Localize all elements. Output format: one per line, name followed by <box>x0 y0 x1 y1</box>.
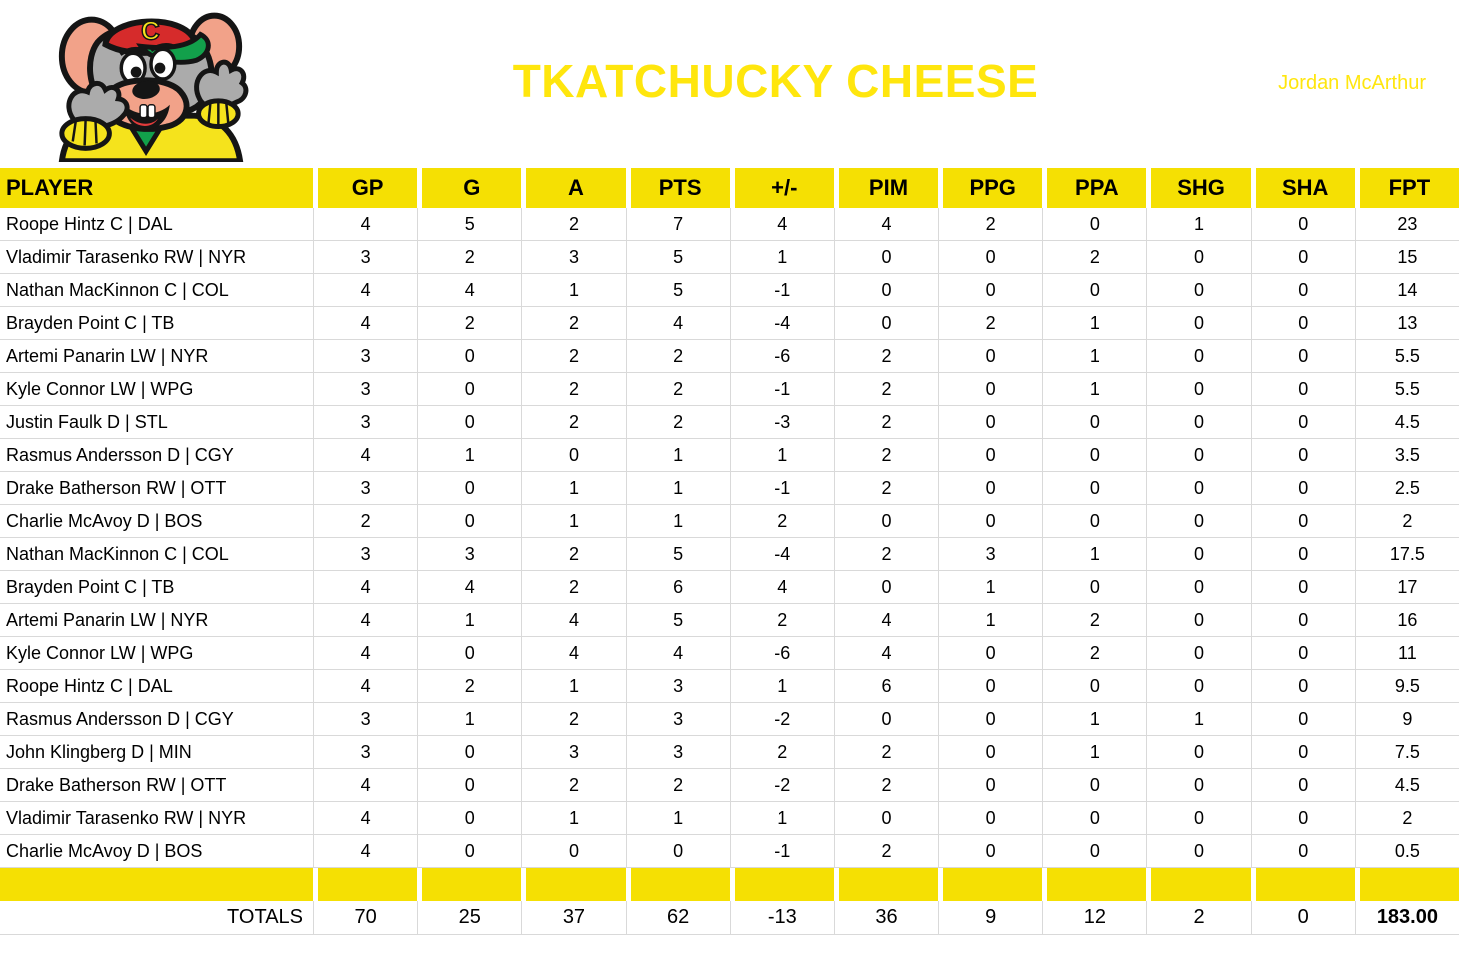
g-cell[interactable]: 0 <box>417 835 521 868</box>
pim-cell[interactable]: 2 <box>834 835 938 868</box>
g-cell[interactable]: 5 <box>417 208 521 241</box>
total-ppa-cell[interactable]: 12 <box>1042 901 1146 935</box>
plus-minus-cell[interactable]: -6 <box>730 637 834 670</box>
sha-cell[interactable]: 0 <box>1251 406 1355 439</box>
pim-cell[interactable]: 2 <box>834 538 938 571</box>
fpt-cell[interactable]: 23 <box>1355 208 1459 241</box>
pts-cell[interactable]: 5 <box>626 538 730 571</box>
fpt-cell[interactable]: 17.5 <box>1355 538 1459 571</box>
pts-cell[interactable]: 4 <box>626 637 730 670</box>
plus-minus-cell[interactable]: 2 <box>730 736 834 769</box>
plus-minus-cell[interactable]: -1 <box>730 835 834 868</box>
plus-minus-cell[interactable]: 1 <box>730 670 834 703</box>
shg-cell[interactable]: 0 <box>1146 241 1250 274</box>
pts-cell[interactable]: 2 <box>626 373 730 406</box>
sha-cell[interactable]: 0 <box>1251 769 1355 802</box>
shg-cell[interactable]: 0 <box>1146 373 1250 406</box>
player-cell[interactable]: Artemi Panarin LW | NYR <box>0 604 313 637</box>
ppg-cell[interactable]: 0 <box>938 505 1042 538</box>
ppg-cell[interactable]: 0 <box>938 472 1042 505</box>
ppg-cell[interactable]: 0 <box>938 373 1042 406</box>
column-header-a[interactable]: A <box>521 168 625 208</box>
separator-cell-a <box>521 868 625 901</box>
ppa-cell[interactable]: 0 <box>1042 208 1146 241</box>
ppa-cell[interactable]: 0 <box>1042 472 1146 505</box>
player-cell[interactable]: Roope Hintz C | DAL <box>0 670 313 703</box>
shg-cell[interactable]: 0 <box>1146 472 1250 505</box>
pim-cell[interactable]: 2 <box>834 736 938 769</box>
separator-cell-gp <box>313 868 417 901</box>
plus-minus-cell[interactable]: 2 <box>730 505 834 538</box>
pts-cell[interactable]: 1 <box>626 802 730 835</box>
total-pts-cell[interactable]: 62 <box>626 901 730 935</box>
sha-cell[interactable]: 0 <box>1251 835 1355 868</box>
separator-cell-pts <box>626 868 730 901</box>
team-owner-name: Jordan McArthur <box>1278 72 1426 94</box>
a-cell[interactable]: 0 <box>521 439 625 472</box>
gp-cell[interactable]: 4 <box>313 835 417 868</box>
plus-minus-cell[interactable]: -3 <box>730 406 834 439</box>
pim-cell[interactable]: 0 <box>834 571 938 604</box>
a-cell[interactable]: 4 <box>521 637 625 670</box>
g-cell[interactable]: 1 <box>417 703 521 736</box>
shg-cell[interactable]: 0 <box>1146 637 1250 670</box>
g-cell[interactable]: 4 <box>417 571 521 604</box>
g-cell[interactable]: 0 <box>417 505 521 538</box>
shg-cell[interactable]: 0 <box>1146 505 1250 538</box>
g-cell[interactable]: 1 <box>417 604 521 637</box>
pts-cell[interactable]: 1 <box>626 439 730 472</box>
ppa-cell[interactable]: 0 <box>1042 802 1146 835</box>
shg-cell[interactable]: 0 <box>1146 274 1250 307</box>
pts-cell[interactable]: 6 <box>626 571 730 604</box>
ppa-cell[interactable]: 1 <box>1042 373 1146 406</box>
plus-minus-cell[interactable]: 1 <box>730 439 834 472</box>
sha-cell[interactable]: 0 <box>1251 637 1355 670</box>
sha-cell[interactable]: 0 <box>1251 736 1355 769</box>
pim-cell[interactable]: 2 <box>834 406 938 439</box>
ppg-cell[interactable]: 0 <box>938 670 1042 703</box>
gp-cell[interactable]: 3 <box>313 340 417 373</box>
sha-cell[interactable]: 0 <box>1251 505 1355 538</box>
plus-minus-cell[interactable]: -2 <box>730 703 834 736</box>
pts-cell[interactable]: 0 <box>626 835 730 868</box>
pim-cell[interactable]: 0 <box>834 505 938 538</box>
pim-cell[interactable]: 2 <box>834 769 938 802</box>
ppg-cell[interactable]: 0 <box>938 274 1042 307</box>
sha-cell[interactable]: 0 <box>1251 802 1355 835</box>
shg-cell[interactable]: 0 <box>1146 670 1250 703</box>
pim-cell[interactable]: 2 <box>834 439 938 472</box>
gp-cell[interactable]: 4 <box>313 637 417 670</box>
separator-cell-ppa <box>1042 868 1146 901</box>
ppg-cell[interactable]: 0 <box>938 637 1042 670</box>
separator-cell-g <box>417 868 521 901</box>
pim-cell[interactable]: 6 <box>834 670 938 703</box>
sha-cell[interactable]: 0 <box>1251 439 1355 472</box>
total-fpt-cell[interactable]: 183.00 <box>1355 901 1459 935</box>
player-cell[interactable]: Kyle Connor LW | WPG <box>0 637 313 670</box>
total-sha-cell[interactable]: 0 <box>1251 901 1355 935</box>
total-plus-minus-cell[interactable]: -13 <box>730 901 834 935</box>
ppg-cell[interactable]: 0 <box>938 241 1042 274</box>
a-cell[interactable]: 2 <box>521 703 625 736</box>
separator-cell-shg <box>1146 868 1250 901</box>
a-cell[interactable]: 2 <box>521 307 625 340</box>
column-header-ppa[interactable]: PPA <box>1042 168 1146 208</box>
separator-cell-sha <box>1251 868 1355 901</box>
sha-cell[interactable]: 0 <box>1251 472 1355 505</box>
shg-cell[interactable]: 1 <box>1146 208 1250 241</box>
shg-cell[interactable]: 0 <box>1146 307 1250 340</box>
ppa-cell[interactable]: 1 <box>1042 307 1146 340</box>
ppg-cell[interactable]: 0 <box>938 406 1042 439</box>
gp-cell[interactable]: 3 <box>313 736 417 769</box>
plus-minus-cell[interactable]: -4 <box>730 307 834 340</box>
fpt-cell[interactable]: 9.5 <box>1355 670 1459 703</box>
player-cell[interactable]: Nathan MacKinnon C | COL <box>0 538 313 571</box>
column-header-sha[interactable]: SHA <box>1251 168 1355 208</box>
gp-cell[interactable]: 4 <box>313 208 417 241</box>
ppg-cell[interactable]: 0 <box>938 439 1042 472</box>
column-header-g[interactable]: G <box>417 168 521 208</box>
plus-minus-cell[interactable]: -4 <box>730 538 834 571</box>
pim-cell[interactable]: 4 <box>834 637 938 670</box>
shg-cell[interactable]: 0 <box>1146 406 1250 439</box>
a-cell[interactable]: 3 <box>521 736 625 769</box>
stats-table <box>0 168 1459 935</box>
fpt-cell[interactable]: 2 <box>1355 802 1459 835</box>
column-header-gp[interactable]: GP <box>313 168 417 208</box>
shg-cell[interactable]: 1 <box>1146 703 1250 736</box>
a-cell[interactable]: 3 <box>521 241 625 274</box>
gp-cell[interactable]: 4 <box>313 604 417 637</box>
total-ppg-cell[interactable]: 9 <box>938 901 1042 935</box>
g-cell[interactable]: 0 <box>417 373 521 406</box>
sha-cell[interactable]: 0 <box>1251 307 1355 340</box>
total-shg-cell[interactable]: 2 <box>1146 901 1250 935</box>
pim-cell[interactable]: 0 <box>834 802 938 835</box>
ppg-cell[interactable]: 0 <box>938 802 1042 835</box>
shg-cell[interactable]: 0 <box>1146 802 1250 835</box>
player-cell[interactable]: Drake Batherson RW | OTT <box>0 472 313 505</box>
ppa-cell[interactable]: 1 <box>1042 736 1146 769</box>
ppa-cell[interactable]: 0 <box>1042 670 1146 703</box>
a-cell[interactable]: 2 <box>521 769 625 802</box>
ppa-cell[interactable]: 1 <box>1042 340 1146 373</box>
column-header-plus-minus[interactable]: +/- <box>730 168 834 208</box>
player-cell[interactable]: Artemi Panarin LW | NYR <box>0 340 313 373</box>
fpt-cell[interactable]: 0.5 <box>1355 835 1459 868</box>
ppa-cell[interactable]: 2 <box>1042 604 1146 637</box>
pim-cell[interactable]: 0 <box>834 307 938 340</box>
pim-cell[interactable]: 2 <box>834 373 938 406</box>
pts-cell[interactable]: 3 <box>626 703 730 736</box>
pim-cell[interactable]: 4 <box>834 604 938 637</box>
gp-cell[interactable]: 3 <box>313 703 417 736</box>
sha-cell[interactable]: 0 <box>1251 241 1355 274</box>
pts-cell[interactable]: 3 <box>626 736 730 769</box>
player-cell[interactable]: Charlie McAvoy D | BOS <box>0 835 313 868</box>
ppg-cell[interactable]: 1 <box>938 604 1042 637</box>
column-header-fpt[interactable]: FPT <box>1355 168 1459 208</box>
player-cell[interactable]: Rasmus Andersson D | CGY <box>0 439 313 472</box>
g-cell[interactable]: 2 <box>417 307 521 340</box>
pts-cell[interactable]: 2 <box>626 769 730 802</box>
sha-cell[interactable]: 0 <box>1251 571 1355 604</box>
ppg-cell[interactable]: 2 <box>938 208 1042 241</box>
plus-minus-cell[interactable]: -1 <box>730 472 834 505</box>
ppg-cell[interactable]: 3 <box>938 538 1042 571</box>
fpt-cell[interactable]: 2.5 <box>1355 472 1459 505</box>
sha-cell[interactable]: 0 <box>1251 340 1355 373</box>
g-cell[interactable]: 0 <box>417 802 521 835</box>
shg-cell[interactable]: 0 <box>1146 571 1250 604</box>
a-cell[interactable]: 1 <box>521 505 625 538</box>
separator-cell-fpt <box>1355 868 1459 901</box>
a-cell[interactable]: 2 <box>521 340 625 373</box>
player-cell[interactable]: Drake Batherson RW | OTT <box>0 769 313 802</box>
gp-cell[interactable]: 4 <box>313 274 417 307</box>
column-header-pim[interactable]: PIM <box>834 168 938 208</box>
gp-cell[interactable]: 3 <box>313 472 417 505</box>
sha-cell[interactable]: 0 <box>1251 604 1355 637</box>
total-gp-cell[interactable]: 70 <box>313 901 417 935</box>
ppa-cell[interactable]: 0 <box>1042 439 1146 472</box>
column-header-pts[interactable]: PTS <box>626 168 730 208</box>
pim-cell[interactable]: 4 <box>834 208 938 241</box>
shg-cell[interactable]: 0 <box>1146 604 1250 637</box>
gp-cell[interactable]: 4 <box>313 307 417 340</box>
pts-cell[interactable]: 7 <box>626 208 730 241</box>
cap-letter-c: C <box>141 17 160 46</box>
plus-minus-cell[interactable]: 4 <box>730 571 834 604</box>
a-cell[interactable]: 2 <box>521 571 625 604</box>
player-cell[interactable]: John Klingberg D | MIN <box>0 736 313 769</box>
totals-label[interactable]: TOTALS <box>0 901 313 935</box>
shg-cell[interactable]: 0 <box>1146 835 1250 868</box>
sha-cell[interactable]: 0 <box>1251 703 1355 736</box>
g-cell[interactable]: 4 <box>417 274 521 307</box>
ppa-cell[interactable]: 0 <box>1042 274 1146 307</box>
a-cell[interactable]: 2 <box>521 538 625 571</box>
ppa-cell[interactable]: 0 <box>1042 406 1146 439</box>
pts-cell[interactable]: 2 <box>626 340 730 373</box>
plus-minus-cell[interactable]: 1 <box>730 802 834 835</box>
page-title: TKATCHUCKY CHEESE <box>512 55 1039 107</box>
shg-cell[interactable]: 0 <box>1146 769 1250 802</box>
ppg-cell[interactable]: 0 <box>938 703 1042 736</box>
ppg-cell[interactable]: 0 <box>938 736 1042 769</box>
gp-cell[interactable]: 4 <box>313 769 417 802</box>
g-cell[interactable]: 2 <box>417 670 521 703</box>
g-cell[interactable]: 1 <box>417 439 521 472</box>
plus-minus-cell[interactable]: -1 <box>730 274 834 307</box>
player-cell[interactable]: Charlie McAvoy D | BOS <box>0 505 313 538</box>
ppa-cell[interactable]: 0 <box>1042 835 1146 868</box>
g-cell[interactable]: 3 <box>417 538 521 571</box>
ppg-cell[interactable]: 0 <box>938 835 1042 868</box>
ppa-cell[interactable]: 1 <box>1042 703 1146 736</box>
g-cell[interactable]: 0 <box>417 340 521 373</box>
player-cell[interactable]: Vladimir Tarasenko RW | NYR <box>0 802 313 835</box>
gp-cell[interactable]: 3 <box>313 241 417 274</box>
fpt-cell[interactable]: 4.5 <box>1355 406 1459 439</box>
sha-cell[interactable]: 0 <box>1251 373 1355 406</box>
gp-cell[interactable]: 3 <box>313 406 417 439</box>
fpt-cell[interactable]: 13 <box>1355 307 1459 340</box>
ppg-cell[interactable]: 1 <box>938 571 1042 604</box>
total-pim-cell[interactable]: 36 <box>834 901 938 935</box>
separator-cell-ppg <box>938 868 1042 901</box>
ppa-cell[interactable]: 2 <box>1042 637 1146 670</box>
a-cell[interactable]: 2 <box>521 208 625 241</box>
fpt-cell[interactable]: 17 <box>1355 571 1459 604</box>
shg-cell[interactable]: 0 <box>1146 340 1250 373</box>
a-cell[interactable]: 1 <box>521 802 625 835</box>
fpt-cell[interactable]: 16 <box>1355 604 1459 637</box>
plus-minus-cell[interactable]: 2 <box>730 604 834 637</box>
a-cell[interactable]: 1 <box>521 274 625 307</box>
total-a-cell[interactable]: 37 <box>521 901 625 935</box>
column-header-shg[interactable]: SHG <box>1146 168 1250 208</box>
plus-minus-cell[interactable]: -1 <box>730 373 834 406</box>
ppa-cell[interactable]: 0 <box>1042 769 1146 802</box>
gp-cell[interactable]: 4 <box>313 802 417 835</box>
gp-cell[interactable]: 3 <box>313 373 417 406</box>
ppa-cell[interactable]: 2 <box>1042 241 1146 274</box>
pts-cell[interactable]: 2 <box>626 406 730 439</box>
sha-cell[interactable]: 0 <box>1251 538 1355 571</box>
pim-cell[interactable]: 0 <box>834 241 938 274</box>
pim-cell[interactable]: 2 <box>834 472 938 505</box>
ppg-cell[interactable]: 2 <box>938 307 1042 340</box>
sha-cell[interactable]: 0 <box>1251 274 1355 307</box>
shg-cell[interactable]: 0 <box>1146 439 1250 472</box>
player-cell[interactable]: Rasmus Andersson D | CGY <box>0 703 313 736</box>
shg-cell[interactable]: 0 <box>1146 538 1250 571</box>
gp-cell[interactable]: 4 <box>313 571 417 604</box>
ppa-cell[interactable]: 1 <box>1042 538 1146 571</box>
fpt-cell[interactable]: 11 <box>1355 637 1459 670</box>
a-cell[interactable]: 2 <box>521 373 625 406</box>
g-cell[interactable]: 0 <box>417 406 521 439</box>
ppg-cell[interactable]: 0 <box>938 769 1042 802</box>
g-cell[interactable]: 0 <box>417 637 521 670</box>
page-header <box>0 0 1459 168</box>
a-cell[interactable]: 4 <box>521 604 625 637</box>
plus-minus-cell[interactable]: 4 <box>730 208 834 241</box>
fpt-cell[interactable]: 5.5 <box>1355 373 1459 406</box>
player-cell[interactable]: Brayden Point C | TB <box>0 307 313 340</box>
gp-cell[interactable]: 4 <box>313 670 417 703</box>
pts-cell[interactable]: 4 <box>626 307 730 340</box>
separator-cell-plus-minus <box>730 868 834 901</box>
fpt-cell[interactable]: 9 <box>1355 703 1459 736</box>
player-cell[interactable]: Nathan MacKinnon C | COL <box>0 274 313 307</box>
pts-cell[interactable]: 5 <box>626 604 730 637</box>
fpt-cell[interactable]: 15 <box>1355 241 1459 274</box>
fpt-cell[interactable]: 7.5 <box>1355 736 1459 769</box>
separator-cell-pim <box>834 868 938 901</box>
a-cell[interactable]: 1 <box>521 472 625 505</box>
g-cell[interactable]: 0 <box>417 769 521 802</box>
pts-cell[interactable]: 5 <box>626 241 730 274</box>
gp-cell[interactable]: 2 <box>313 505 417 538</box>
g-cell[interactable]: 2 <box>417 241 521 274</box>
player-cell[interactable]: Brayden Point C | TB <box>0 571 313 604</box>
a-cell[interactable]: 1 <box>521 670 625 703</box>
g-cell[interactable]: 0 <box>417 472 521 505</box>
ppg-cell[interactable]: 0 <box>938 340 1042 373</box>
pim-cell[interactable]: 2 <box>834 340 938 373</box>
plus-minus-cell[interactable]: -2 <box>730 769 834 802</box>
pts-cell[interactable]: 3 <box>626 670 730 703</box>
column-header-player[interactable]: PLAYER <box>0 168 313 208</box>
fpt-cell[interactable]: 5.5 <box>1355 340 1459 373</box>
fpt-cell[interactable]: 3.5 <box>1355 439 1459 472</box>
a-cell[interactable]: 2 <box>521 406 625 439</box>
fpt-cell[interactable]: 14 <box>1355 274 1459 307</box>
gp-cell[interactable]: 3 <box>313 538 417 571</box>
player-cell[interactable]: Roope Hintz C | DAL <box>0 208 313 241</box>
sha-cell[interactable]: 0 <box>1251 670 1355 703</box>
fpt-cell[interactable]: 4.5 <box>1355 769 1459 802</box>
a-cell[interactable]: 0 <box>521 835 625 868</box>
total-g-cell[interactable]: 25 <box>417 901 521 935</box>
g-cell[interactable]: 0 <box>417 736 521 769</box>
player-cell[interactable]: Vladimir Tarasenko RW | NYR <box>0 241 313 274</box>
player-cell[interactable]: Kyle Connor LW | WPG <box>0 373 313 406</box>
gp-cell[interactable]: 4 <box>313 439 417 472</box>
sha-cell[interactable]: 0 <box>1251 208 1355 241</box>
player-cell[interactable]: Justin Faulk D | STL <box>0 406 313 439</box>
shg-cell[interactable]: 0 <box>1146 736 1250 769</box>
ppa-cell[interactable]: 0 <box>1042 571 1146 604</box>
plus-minus-cell[interactable]: -6 <box>730 340 834 373</box>
pts-cell[interactable]: 5 <box>626 274 730 307</box>
pim-cell[interactable]: 0 <box>834 703 938 736</box>
plus-minus-cell[interactable]: 1 <box>730 241 834 274</box>
separator-cell-player <box>0 868 313 901</box>
pim-cell[interactable]: 0 <box>834 274 938 307</box>
fpt-cell[interactable]: 2 <box>1355 505 1459 538</box>
pts-cell[interactable]: 1 <box>626 472 730 505</box>
column-header-ppg[interactable]: PPG <box>938 168 1042 208</box>
ppa-cell[interactable]: 0 <box>1042 505 1146 538</box>
pts-cell[interactable]: 1 <box>626 505 730 538</box>
